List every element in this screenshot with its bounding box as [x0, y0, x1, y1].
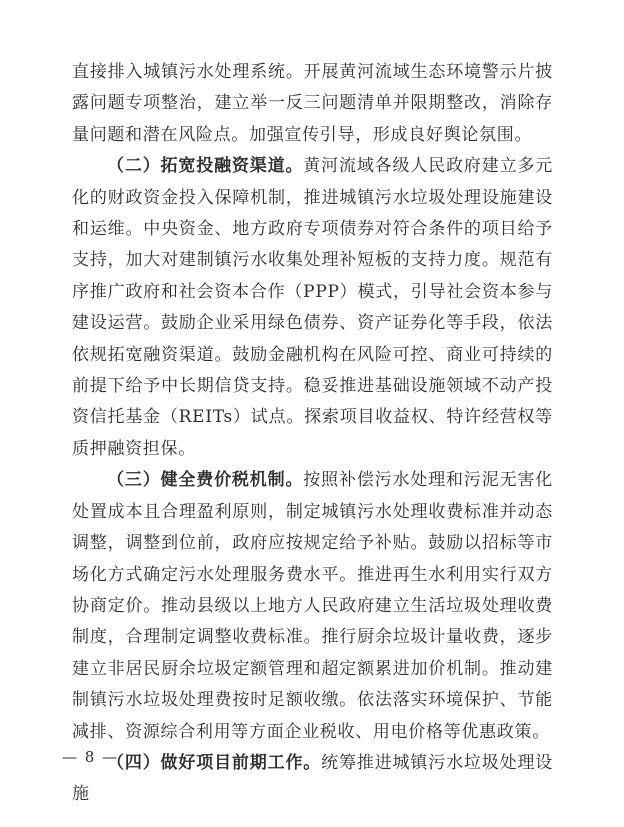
paragraph-lead: （三）健全费价税机制。 [107, 470, 304, 491]
paragraph-lead: （二）拓宽投融资渠道。 [107, 156, 304, 177]
paragraph: （四）做好项目前期工作。统筹推进城镇污水垃圾处理设施 [72, 752, 553, 805]
paragraph: 直接排入城镇污水处理系统。开展黄河流域生态环境警示片披露问题专项整治，建立举一反三问题清单并限期整改，消除存量问题和潜在风险点。加强宣传引导，形成良好舆论氛围。 [72, 62, 553, 145]
paragraph: （三）健全费价税机制。按照补偿污水处理和污泥无害化处置成本且合理盈利原则，制定城镇污水处理收费标准并动态调整，调整到位前，政府应按规定给予补贴。鼓励以招标等市场化方式确定污水处理服务费水平。推进再生水利用实行双方协商定价。推动县级以上地方人民政府建立生活垃圾处理收费制度，合理制定调整收费标准。推行厨余垃圾计量收费，逐步建立非居民厨余垃圾定额管理和超定额累进加价机制。推动建制镇污水垃圾处理费按时足额收缴。依法落实环境保护、节能减排、资源综合利用等方面企业税收、用电价格等优惠政策。 [72, 470, 553, 742]
page-number: — 8 — [62, 748, 119, 766]
paragraph: （二）拓宽投融资渠道。黄河流域各级人民政府建立多元化的财政资金投入保障机制，推进城镇污水垃圾处理设施建设和运维。中央资金、地方政府专项债券对符合条件的项目给予支持，加大对建制镇污水收集处理补短板的支持力度。规范有序推广政府和社会资本合作（PPP）模式，引导社会资本参与建设运营。鼓励企业采用绿色债券、资产证券化等手段，依法依规拓宽融资渠道。鼓励金融机构在风险可控、商业可持续的前提下给予中长期信贷支持。稳妥推进基础设施领域不动产投资信托基金（REITs）试点。探索项目收益权、特许经营权等质押融资担保。 [72, 156, 553, 459]
document-body [72, 57, 553, 811]
paragraph-lead: （四）做好项目前期工作。 [107, 752, 322, 773]
